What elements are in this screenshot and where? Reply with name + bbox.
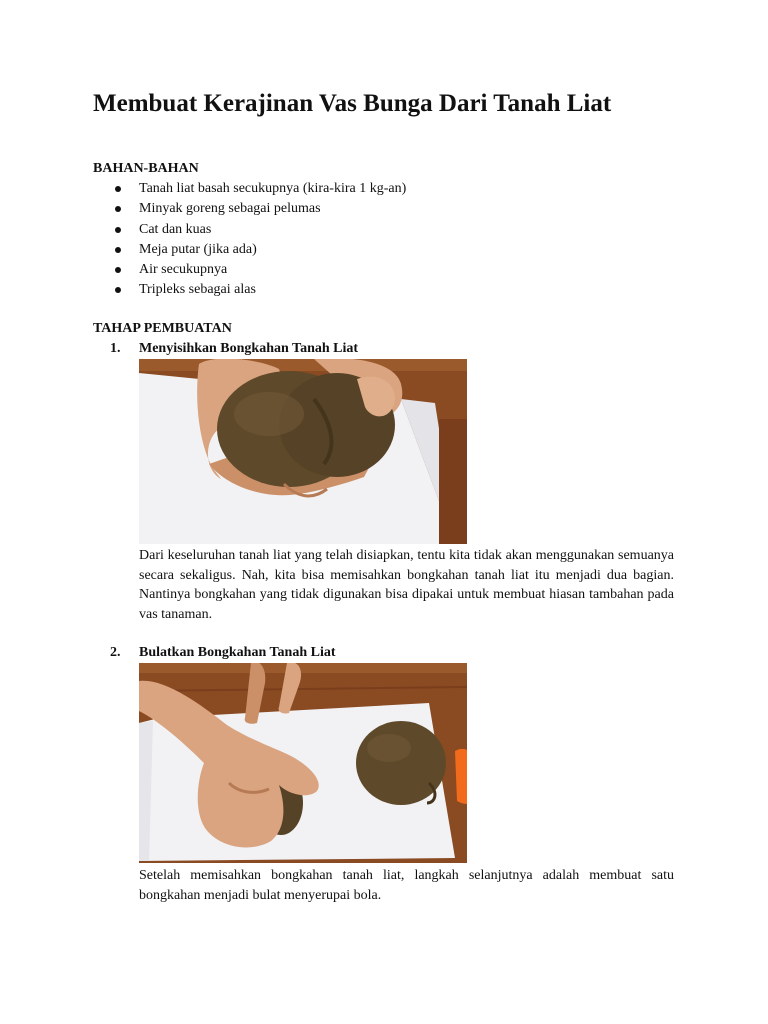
bullet-dot-icon [115, 267, 121, 273]
clay-in-hands-image [139, 359, 467, 544]
list-item: Minyak goreng sebagai pelumas [110, 200, 406, 220]
step-2-photo [139, 663, 467, 863]
step-1-photo [139, 359, 467, 544]
list-item: Tripleks sebagai alas [110, 281, 406, 301]
step-1-title [110, 340, 358, 358]
bullet-dot-icon [115, 227, 121, 233]
list-item: Tanah liat basah secukupnya (kira-kira 1 kg-an) [110, 180, 406, 200]
materials-list [110, 180, 406, 302]
list-item: Cat dan kuas [110, 221, 406, 241]
step-number: 2. [110, 645, 121, 660]
bullet-dot-icon [115, 186, 121, 192]
shaping-clay-ball-image [139, 663, 467, 863]
step-title-text: Menyisihkan Bongkahan Tanah Liat [139, 341, 359, 356]
document-title: Membuat Kerajinan Vas Bunga Dari Tanah Liat [93, 90, 612, 117]
bullet-dot-icon [115, 287, 121, 293]
materials-heading: BAHAN-BAHAN [93, 161, 199, 176]
step-title-text: Bulatkan Bongkahan Tanah Liat [139, 645, 336, 660]
step-2-title [110, 644, 336, 662]
step-number: 1. [110, 341, 121, 356]
step-2-description: Setelah memisahkan bongkahan tanah liat, langkah selanjutnya adalah membuat satu bongkahan menjadi bulat menyerupai bola. [139, 868, 674, 903]
list-item: Meja putar (jika ada) [110, 241, 406, 261]
step-1-description: Dari keseluruhan tanah liat yang telah disiapkan, tentu kita tidak akan menggunakan semuanya secara sekaligus. Nah, kita bisa memisahkan bongkahan tanah liat itu menjadi dua bagian. Nantinya bongkahan yang tidak digunakan bisa dipakai untuk membuat hiasan tambahan pada vas tanaman. [139, 548, 674, 622]
bullet-dot-icon [115, 247, 121, 253]
list-item: Air secukupnya [110, 261, 406, 281]
steps-heading: TAHAP PEMBUATAN [93, 321, 232, 336]
bullet-dot-icon [115, 206, 121, 212]
